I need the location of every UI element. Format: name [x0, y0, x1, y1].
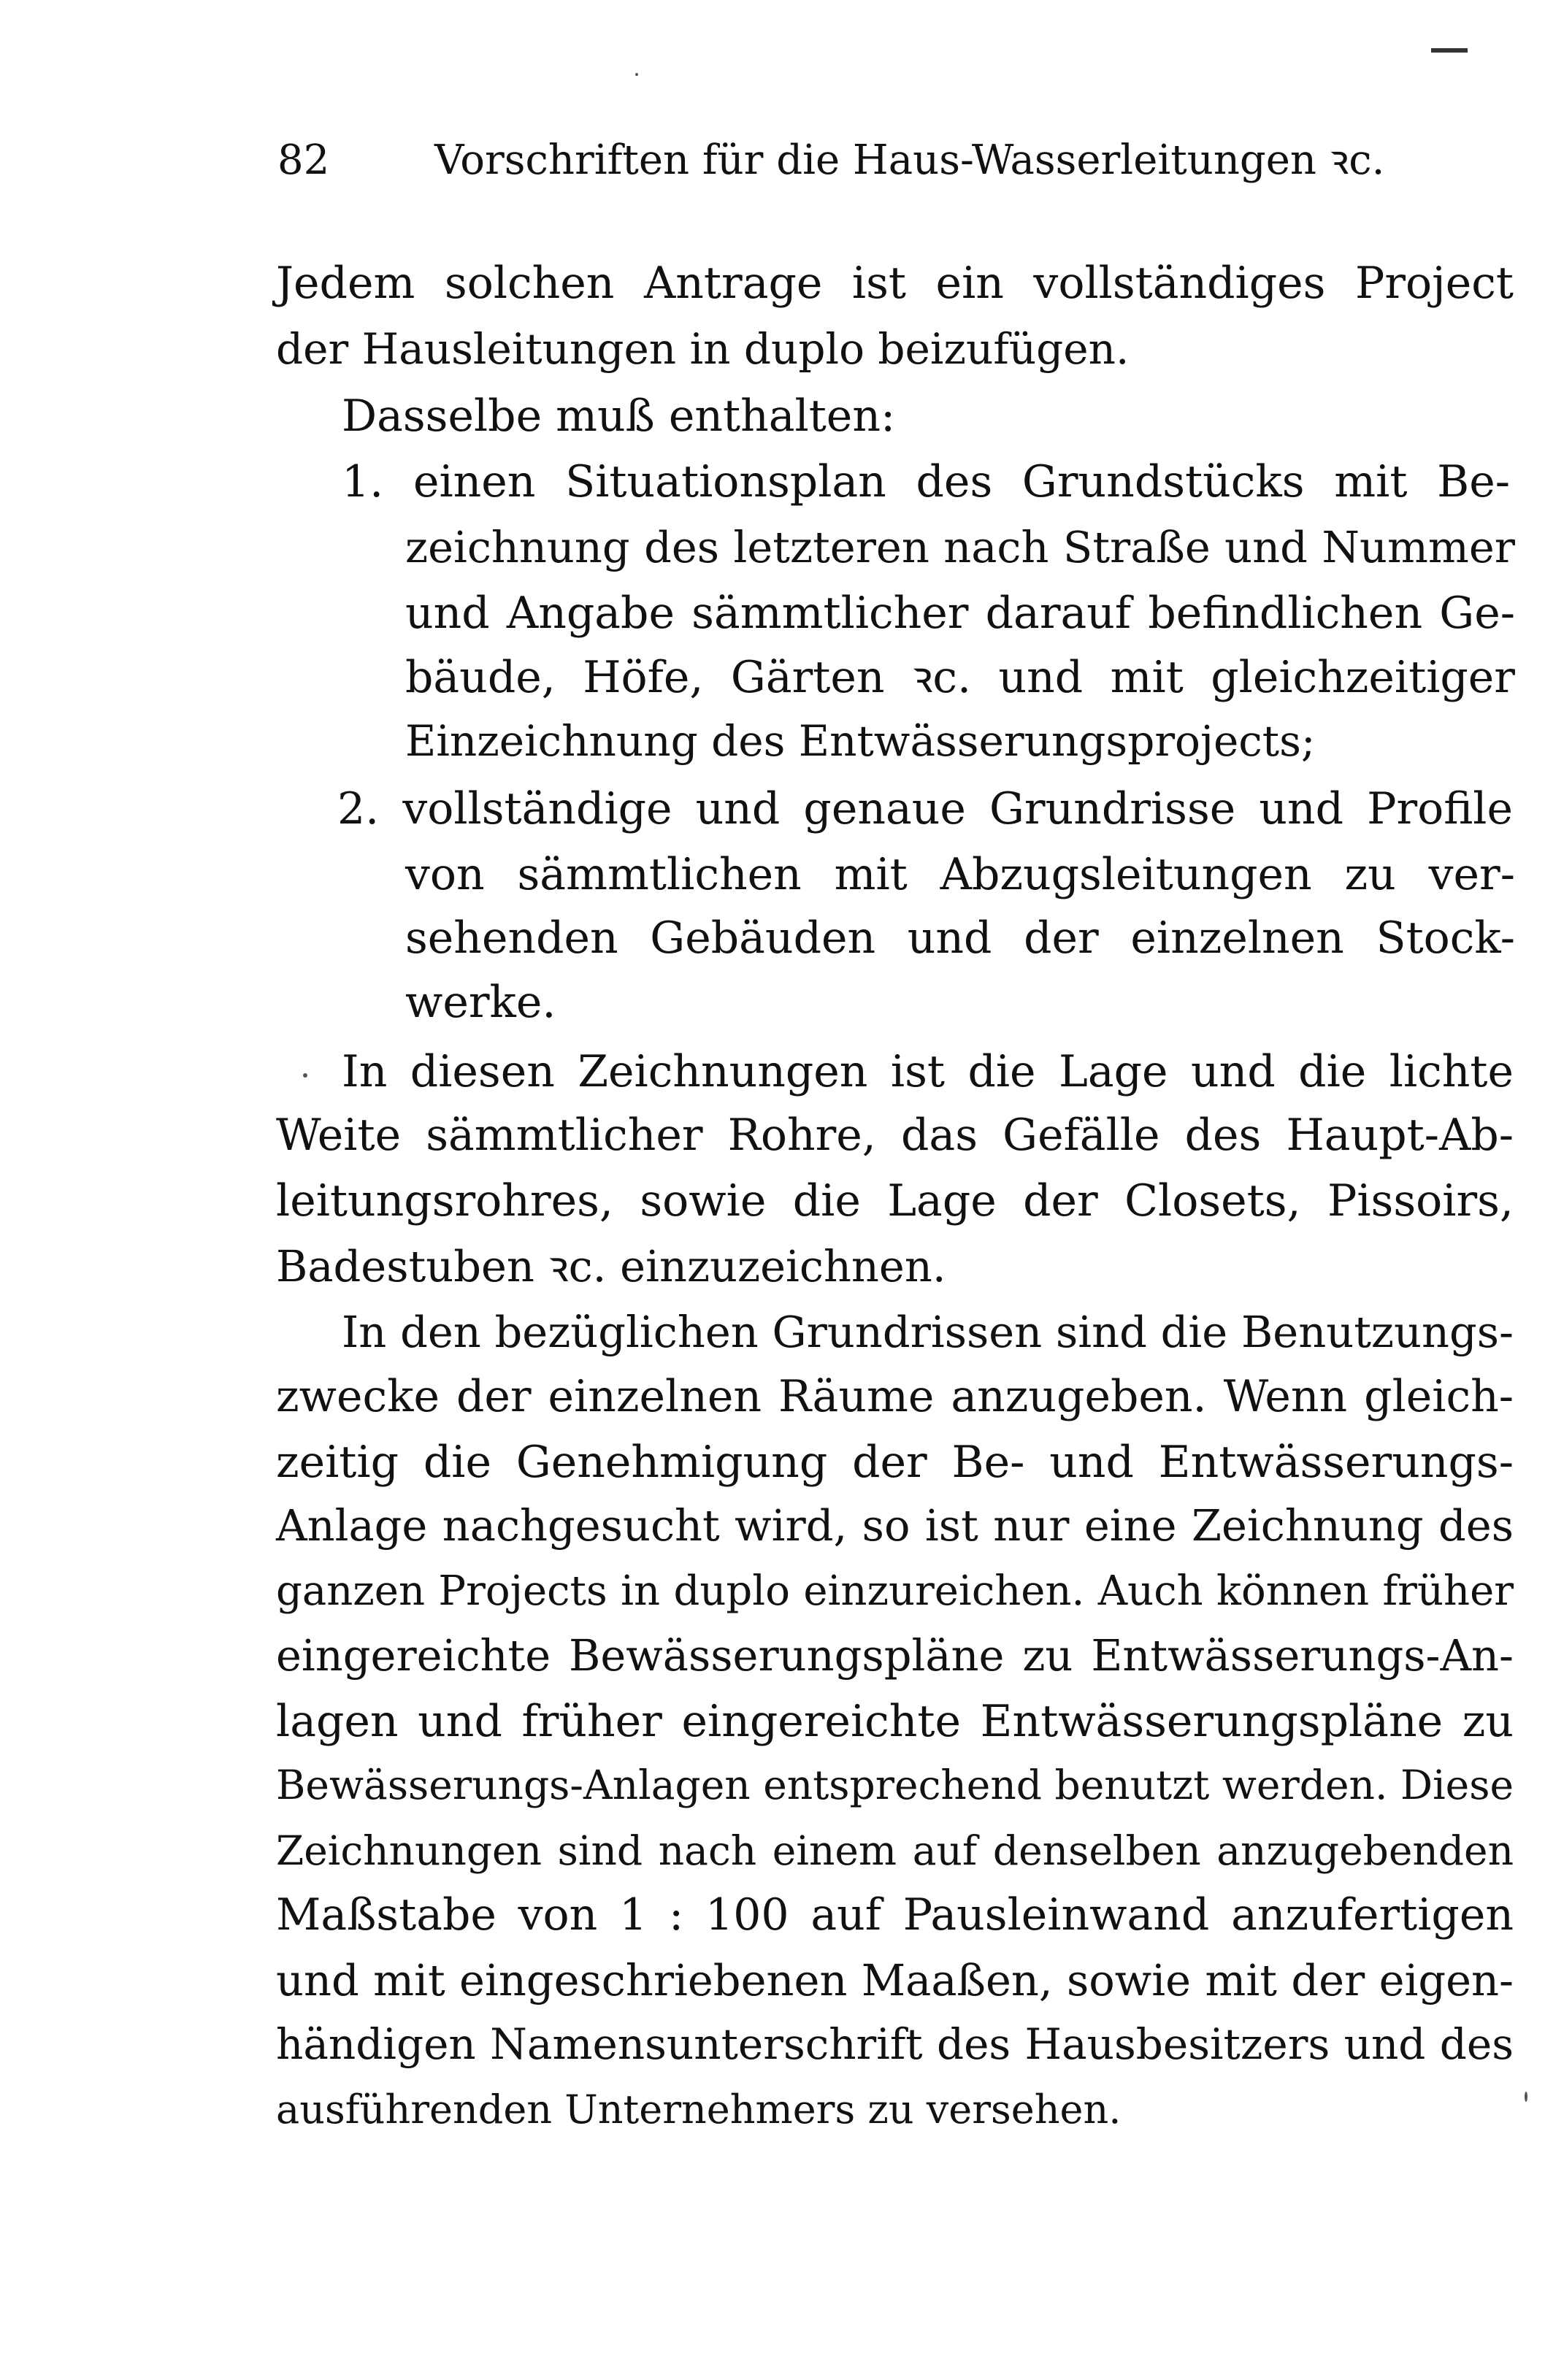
text-line: sehenden Gebäuden und der einzelnen Stock-	[405, 913, 1515, 964]
text-line: In den bezüglichen Grundrissen sind die Benutzungs-	[342, 1307, 1514, 1357]
text-line: und Angabe sämmtlicher darauf befindlichen Ge-	[405, 588, 1515, 639]
text-line: zeichnung des letzteren nach Straße und Nummer	[405, 522, 1515, 572]
page-number: 82	[277, 137, 330, 184]
text-line: werke.	[405, 977, 556, 1028]
text-line: lagen und früher eingereichte Entwässerungspläne zu	[276, 1696, 1514, 1747]
text-line: der Hausleitungen in duplo beizufügen.	[276, 324, 1130, 374]
text-line: Badestuben ꝛc. einzuzeichnen.	[276, 1241, 946, 1291]
margin-speck	[303, 1073, 307, 1078]
text-line: Bewässerungs-Anlagen entsprechend benutzt werden. Diese	[276, 1762, 1514, 1808]
text-line: 1. einen Situationsplan des Grundstücks mit Be-	[342, 456, 1510, 507]
running-head: Vorschriften für die Haus-Wasserleitungen ꝛc.	[434, 137, 1385, 184]
text-line: Dasselbe muß enthalten:	[342, 391, 896, 442]
text-line: Jedem solchen Antrage ist ein vollständiges Project	[276, 258, 1514, 309]
text-line: händigen Namensunterschrift des Hausbesitzers und des	[276, 2019, 1514, 2069]
text-line: von sämmtlichen mit Abzugsleitungen zu ver-	[405, 849, 1515, 900]
text-line: bäude, Höfe, Gärten ꝛc. und mit gleichzeitiger	[405, 652, 1515, 703]
text-line: Anlage nachgesucht wird, so ist nur eine Zeichnung des	[276, 1500, 1514, 1551]
text-line: ausführenden Unternehmers zu versehen.	[276, 2087, 1122, 2133]
text-line: leitungsrohres, sowie die Lage der Closets, Pissoirs,	[276, 1175, 1514, 1227]
margin-speck	[1525, 2092, 1527, 2102]
text-line: und mit eingeschriebenen Maaßen, sowie mit der eigen-	[276, 1955, 1514, 2005]
text-line: zwecke der einzelnen Räume anzugeben. Wenn gleich-	[276, 1371, 1514, 1422]
text-line: eingereichte Bewässerungspläne zu Entwässerungs-An-	[276, 1630, 1514, 1681]
margin-speck	[635, 73, 638, 76]
text-line: Maßstabe von 1 : 100 auf Pausleinwand anzufertigen	[276, 1889, 1514, 1941]
margin-dash-mark	[1431, 48, 1468, 53]
text-line: zeitig die Genehmigung der Be- und Entwässerungs-	[276, 1437, 1514, 1488]
text-line: Zeichnungen sind nach einem auf denselben anzugebenden	[276, 1827, 1514, 1874]
page-header	[277, 131, 1385, 190]
text-line: 2. vollständige und genaue Grundrisse und Profile	[337, 783, 1513, 834]
text-line: In diesen Zeichnungen ist die Lage und die lichte	[342, 1046, 1514, 1097]
text-line: ganzen Projects in duplo einzureichen. Auch können früher	[276, 1567, 1514, 1615]
text-line: Einzeichnung des Entwässerungsprojects;	[405, 716, 1316, 766]
text-line: Weite sämmtlicher Rohre, das Gefälle des Haupt-Ab-	[276, 1110, 1514, 1161]
